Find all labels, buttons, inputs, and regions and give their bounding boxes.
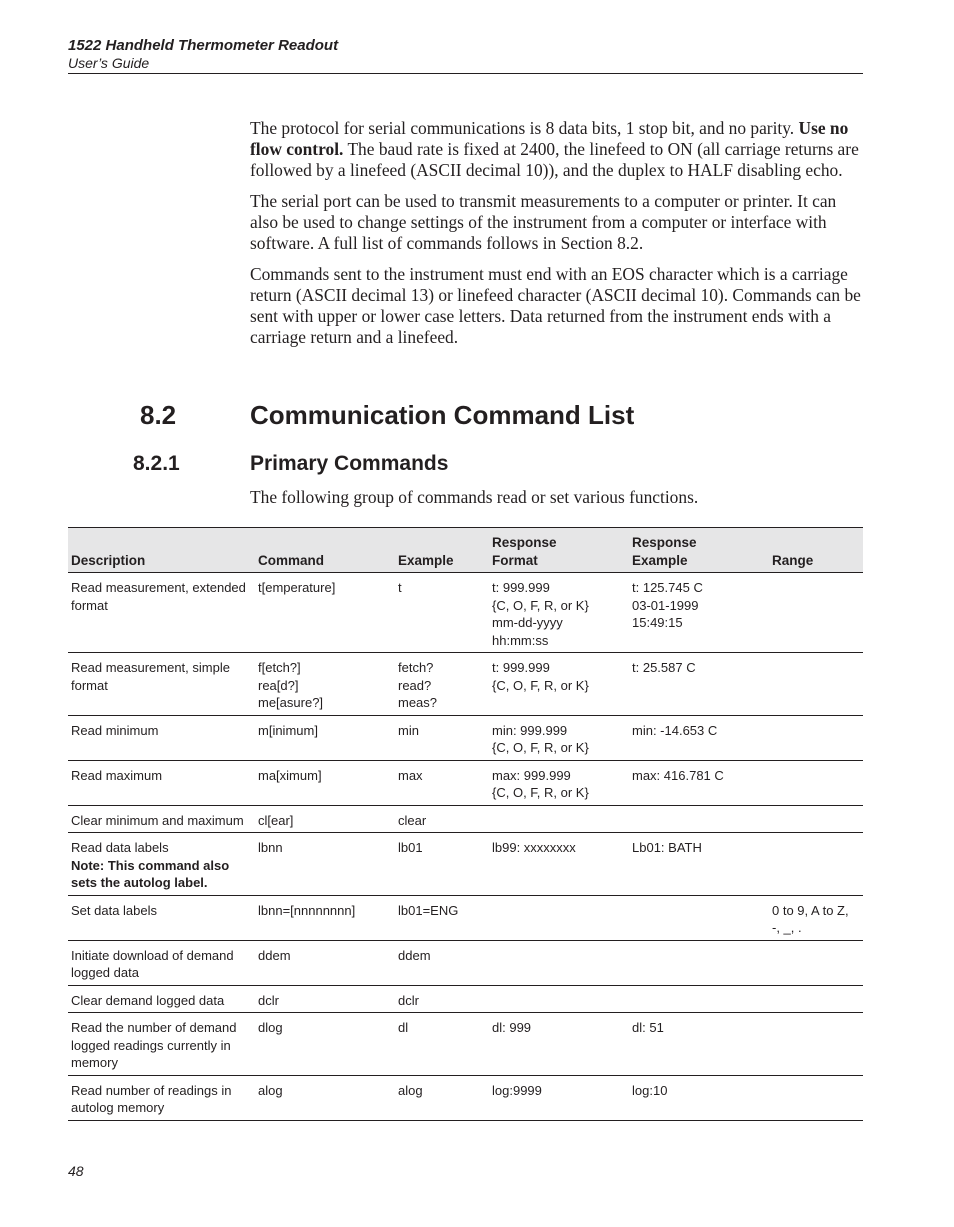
cell-range xyxy=(769,805,863,833)
cell-description: Set data labels xyxy=(68,895,255,940)
section-title: Communication Command List xyxy=(250,400,635,430)
subsection-number: 8.2.1 xyxy=(133,452,180,475)
table-row xyxy=(68,833,863,896)
cell-example: lb01=ENG xyxy=(395,895,489,940)
cell-range xyxy=(769,1075,863,1120)
page-header xyxy=(68,37,863,71)
cell-response-format: max: 999.999 {C, O, F, R, or K} xyxy=(489,760,629,805)
cell-response-format xyxy=(489,805,629,833)
table-row xyxy=(68,895,863,940)
cell-range xyxy=(769,715,863,760)
table-row xyxy=(68,1075,863,1120)
cell-example: ddem xyxy=(395,940,489,985)
cell-response-example: Lb01: BATH xyxy=(629,833,769,896)
page-number: 48 xyxy=(68,1163,84,1179)
col-header-response-format: Response Format xyxy=(489,528,629,573)
cell-response-format: log:9999 xyxy=(489,1075,629,1120)
cell-command: lbnn=[nnnnnnnn] xyxy=(255,895,395,940)
cell-response-example: log:10 xyxy=(629,1075,769,1120)
cell-description: Read number of readings in autolog memory xyxy=(68,1075,255,1120)
cell-response-example: max: 416.781 C xyxy=(629,760,769,805)
cell-response-format xyxy=(489,985,629,1013)
cell-command: dlog xyxy=(255,1013,395,1076)
cell-response-example: dl: 51 xyxy=(629,1013,769,1076)
cell-response-example: t: 25.587 C xyxy=(629,653,769,716)
table-row xyxy=(68,653,863,716)
manual-title: 1522 Handheld Thermometer Readout xyxy=(68,37,339,54)
subsection-title: Primary Commands xyxy=(250,452,449,475)
cell-example: fetch? read? meas? xyxy=(395,653,489,716)
cell-range xyxy=(769,573,863,653)
cell-response-format xyxy=(489,940,629,985)
cell-description: Read measurement, simple format xyxy=(68,653,255,716)
cell-example: dl xyxy=(395,1013,489,1076)
cell-response-example xyxy=(629,805,769,833)
subsection-intro: The following group of commands read or set various functions. xyxy=(250,487,699,507)
cell-description: Clear minimum and maximum xyxy=(68,805,255,833)
cell-command: ddem xyxy=(255,940,395,985)
cell-response-format: t: 999.999 {C, O, F, R, or K} mm-dd-yyyy hh:mm:ss xyxy=(489,573,629,653)
body-text xyxy=(250,118,865,358)
cell-response-example xyxy=(629,895,769,940)
cell-range xyxy=(769,940,863,985)
table-row xyxy=(68,573,863,653)
cell-description: Read the number of demand logged readings currently in memory xyxy=(68,1013,255,1076)
table-header-row xyxy=(68,528,863,573)
table-row xyxy=(68,940,863,985)
cell-range xyxy=(769,985,863,1013)
cell-description: Read minimum xyxy=(68,715,255,760)
paragraph-protocol-text: The protocol for serial communications is 8 data bits, 1 stop bit, and no parity. xyxy=(250,118,795,138)
paragraph-commands: Commands sent to the instrument must end with an EOS character which is a carriage return (ASCII decimal 13) or linefeed character (ASCII decimal 10). Commands can be sent with upper or lower case letters. Data returned from the instrument ends with a carriage return and a linefeed. xyxy=(250,264,861,347)
cell-example: dclr xyxy=(395,985,489,1013)
cell-response-example: t: 125.745 C 03-01-1999 15:49:15 xyxy=(629,573,769,653)
cell-command: f[etch?] rea[d?] me[asure?] xyxy=(255,653,395,716)
paragraph-protocol-bold: Use no flow control. xyxy=(250,118,849,159)
section-number: 8.2 xyxy=(140,400,177,430)
cell-range xyxy=(769,1013,863,1076)
cell-response-example xyxy=(629,940,769,985)
paragraph-protocol xyxy=(250,118,865,181)
cell-command: lbnn xyxy=(255,833,395,896)
table-row xyxy=(68,760,863,805)
cell-example: t xyxy=(395,573,489,653)
cell-example: lb01 xyxy=(395,833,489,896)
cell-example: min xyxy=(395,715,489,760)
paragraph-protocol-text-2: The baud rate is fixed at 2400, the linefeed to ON (all carriage returns are followed by a linefeed (ASCII decimal 10)), and the duplex to HALF disabling echo. xyxy=(250,139,859,180)
cell-description: Initiate download of demand logged data xyxy=(68,940,255,985)
table-row xyxy=(68,1013,863,1076)
cell-description: Clear demand logged data xyxy=(68,985,255,1013)
paragraph-serial-port: The serial port can be used to transmit measurements to a computer or printer. It can also be used to change settings of the instrument from a computer or interface with software. A full list of commands follows in Section 8.2. xyxy=(250,191,837,253)
cell-example: max xyxy=(395,760,489,805)
cell-command: ma[ximum] xyxy=(255,760,395,805)
col-header-example: Example xyxy=(395,528,489,573)
col-header-response-example: Response Example xyxy=(629,528,769,573)
cell-range: 0 to 9, A to Z, -, _, . xyxy=(769,895,863,940)
col-header-description: Description xyxy=(68,528,255,573)
table-body xyxy=(68,573,863,1121)
row-note: Note: This command also sets the autolog label. xyxy=(71,857,230,890)
cell-range xyxy=(769,833,863,896)
cell-command: alog xyxy=(255,1075,395,1120)
cell-description: Read maximum xyxy=(68,760,255,805)
cell-response-format: min: 999.999 {C, O, F, R, or K} xyxy=(489,715,629,760)
cell-example: alog xyxy=(395,1075,489,1120)
command-table xyxy=(68,527,863,1121)
table-row xyxy=(68,805,863,833)
cell-command: t[emperature] xyxy=(255,573,395,653)
cell-response-format: lb99: xxxxxxxx xyxy=(489,833,629,896)
header-divider xyxy=(68,73,863,74)
cell-description: Read measurement, extended format xyxy=(68,573,255,653)
cell-example: clear xyxy=(395,805,489,833)
cell-range xyxy=(769,653,863,716)
col-header-range: Range xyxy=(769,528,863,573)
cell-response-format: t: 999.999 {C, O, F, R, or K} xyxy=(489,653,629,716)
cell-command: m[inimum] xyxy=(255,715,395,760)
col-header-command: Command xyxy=(255,528,395,573)
cell-response-format xyxy=(489,895,629,940)
cell-description: Read data labels Note: This command also sets the autolog label. xyxy=(68,833,255,896)
cell-command: dclr xyxy=(255,985,395,1013)
table-row xyxy=(68,985,863,1013)
cell-range xyxy=(769,760,863,805)
cell-response-example xyxy=(629,985,769,1013)
cell-command: cl[ear] xyxy=(255,805,395,833)
cell-response-example: min: -14.653 C xyxy=(629,715,769,760)
manual-subtitle: User’s Guide xyxy=(68,55,150,71)
cell-response-format: dl: 999 xyxy=(489,1013,629,1076)
table-row xyxy=(68,715,863,760)
